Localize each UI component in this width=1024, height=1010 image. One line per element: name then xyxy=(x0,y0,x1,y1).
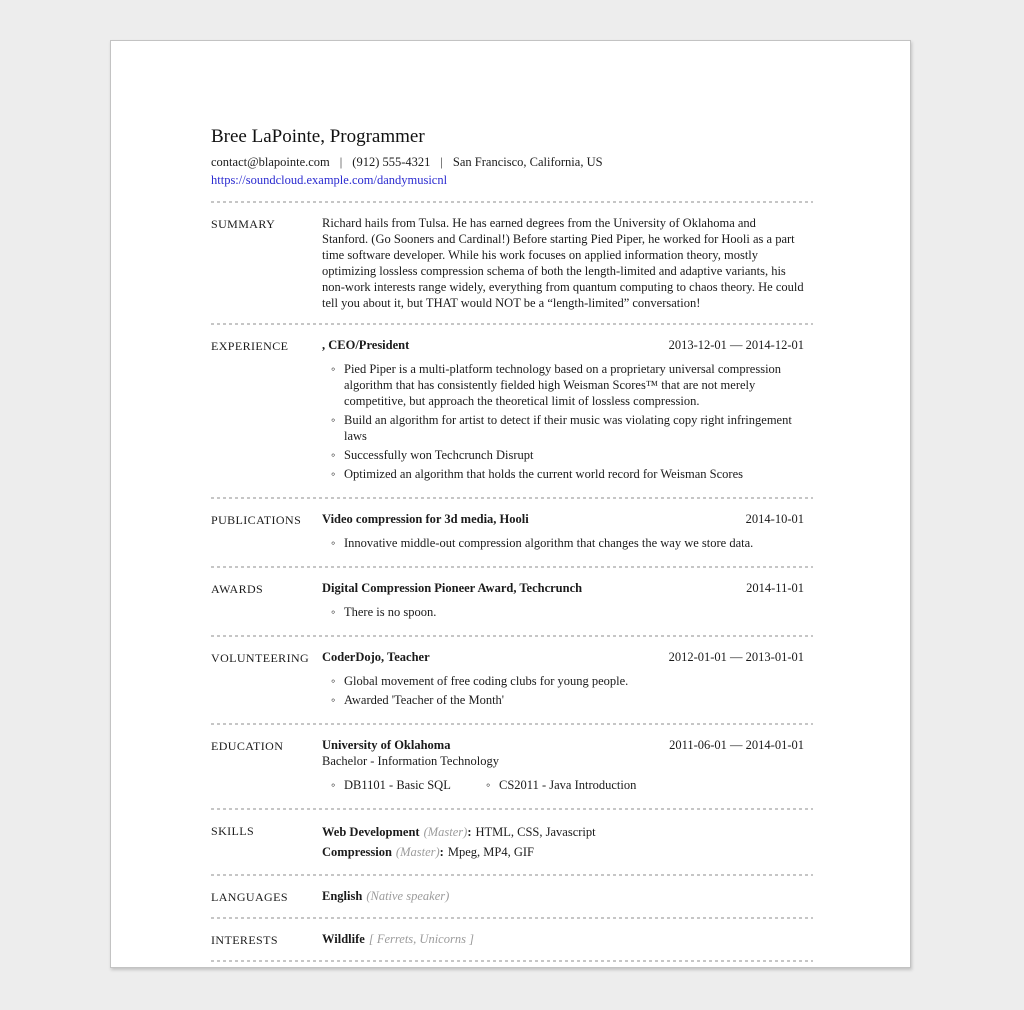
education-course: ◦ DB1101 - Basic SQL xyxy=(322,777,477,793)
experience-bullet: ◦ Optimized an algorithm that holds the current world record for Weisman Scores xyxy=(322,466,804,482)
skill-row xyxy=(322,842,804,862)
section-volunteering xyxy=(211,649,813,711)
section-label: EDUCATION xyxy=(211,739,284,753)
section-label: EXPERIENCE xyxy=(211,339,289,353)
section-label: VOLUNTEERING xyxy=(211,651,310,665)
education-degree: Bachelor - Information Technology xyxy=(322,754,499,768)
skill-colon: : xyxy=(467,825,472,839)
contact-line xyxy=(211,154,813,170)
language-note: (Native speaker) xyxy=(366,889,450,903)
volunteering-title: CoderDojo, Teacher xyxy=(322,650,430,664)
publication-bullet: ◦ Innovative middle-out compression algorithm that changes the way we store data. xyxy=(322,535,804,551)
skill-level: (Master) xyxy=(395,845,440,859)
section-skills xyxy=(211,822,813,862)
contact-email: contact@blapointe.com xyxy=(211,155,330,169)
award-dates: 2014-11-01 xyxy=(746,581,804,595)
website-link[interactable]: https://soundcloud.example.com/dandymusicnl xyxy=(211,173,448,187)
section-experience xyxy=(211,337,813,485)
skill-name: Compression xyxy=(322,845,392,859)
experience-title: , CEO/President xyxy=(322,338,410,352)
resume-page xyxy=(110,40,911,968)
section-languages xyxy=(211,888,813,905)
summary-text: Richard hails from Tulsa. He has earned degrees from the University of Oklahoma and Stanford. (Go Sooners and Cardinal!) Before starting Pied Piper, he worked for Hooli as a part time software developer. While his work focuses on applied information theory, mostly optimizing lossless compression schema of both the length-limited and adaptive variants, his non-work interests range widely, everything from quantum computing to chaos theory. He could tell you about it, but THAT would NOT be a “length-limited” conversation! xyxy=(322,216,804,310)
section-label: LANGUAGES xyxy=(211,890,288,904)
section-awards xyxy=(211,580,813,623)
experience-bullet: ◦ Successfully won Techcrunch Disrupt xyxy=(322,447,804,463)
section-label: PUBLICATIONS xyxy=(211,513,302,527)
skill-name: Web Development xyxy=(322,825,420,839)
section-divider xyxy=(211,960,813,962)
section-summary xyxy=(211,215,813,311)
publication-title: Video compression for 3d media, Hooli xyxy=(322,512,529,526)
section-publications xyxy=(211,511,813,554)
education-dates: 2011-06-01 — 2014-01-01 xyxy=(669,738,804,752)
education-title: University of Oklahoma xyxy=(322,738,451,752)
section-divider xyxy=(211,201,813,203)
section-divider xyxy=(211,497,813,499)
experience-bullet: ◦ Build an algorithm for artist to detect if their music was violating copy right infringement laws xyxy=(322,412,804,444)
contact-phone: (912) 555-4321 xyxy=(352,155,431,169)
section-divider xyxy=(211,808,813,810)
section-label: SKILLS xyxy=(211,824,255,838)
volunteering-bullet: ◦ Awarded 'Teacher of the Month' xyxy=(322,692,804,708)
skill-details: HTML, CSS, Javascript xyxy=(475,825,596,839)
volunteering-bullet: ◦ Global movement of free coding clubs for young people. xyxy=(322,673,804,689)
section-label: AWARDS xyxy=(211,582,264,596)
interest-name: Wildlife xyxy=(322,932,365,946)
language-name: English xyxy=(322,889,363,903)
section-divider xyxy=(211,917,813,919)
education-course: ◦ CS2011 - Java Introduction xyxy=(477,777,636,793)
contact-location: San Francisco, California, US xyxy=(452,155,603,169)
section-label: SUMMARY xyxy=(211,217,276,231)
section-divider xyxy=(211,723,813,725)
experience-dates: 2013-12-01 — 2014-12-01 xyxy=(668,338,804,352)
section-interests xyxy=(211,931,813,948)
skill-level: (Master) xyxy=(423,825,468,839)
section-divider xyxy=(211,635,813,637)
page-title: Bree LaPointe, Programmer xyxy=(211,126,425,147)
section-divider xyxy=(211,566,813,568)
publication-dates: 2014-10-01 xyxy=(745,512,804,526)
experience-bullet: ◦ Pied Piper is a multi-platform technology based on a proprietary universal compression algorithm that has consistently fielded high Weisman Scores™ that are not merely competitive, but approach the theoretical limit of lossless compression. xyxy=(322,361,804,409)
award-bullet: ◦ There is no spoon. xyxy=(322,604,804,620)
contact-separator: | xyxy=(440,155,443,169)
section-label: INTERESTS xyxy=(211,933,278,947)
skill-row xyxy=(322,822,804,842)
interest-note: [ Ferrets, Unicorns ] xyxy=(368,932,474,946)
skill-colon: : xyxy=(439,845,444,859)
award-title: Digital Compression Pioneer Award, Techcrunch xyxy=(322,581,583,595)
skill-details: Mpeg, MP4, GIF xyxy=(447,845,534,859)
resume-content xyxy=(111,41,813,962)
contact-separator: | xyxy=(339,155,343,169)
section-education xyxy=(211,737,813,796)
section-divider xyxy=(211,874,813,876)
volunteering-dates: 2012-01-01 — 2013-01-01 xyxy=(668,650,804,664)
section-divider xyxy=(211,323,813,325)
